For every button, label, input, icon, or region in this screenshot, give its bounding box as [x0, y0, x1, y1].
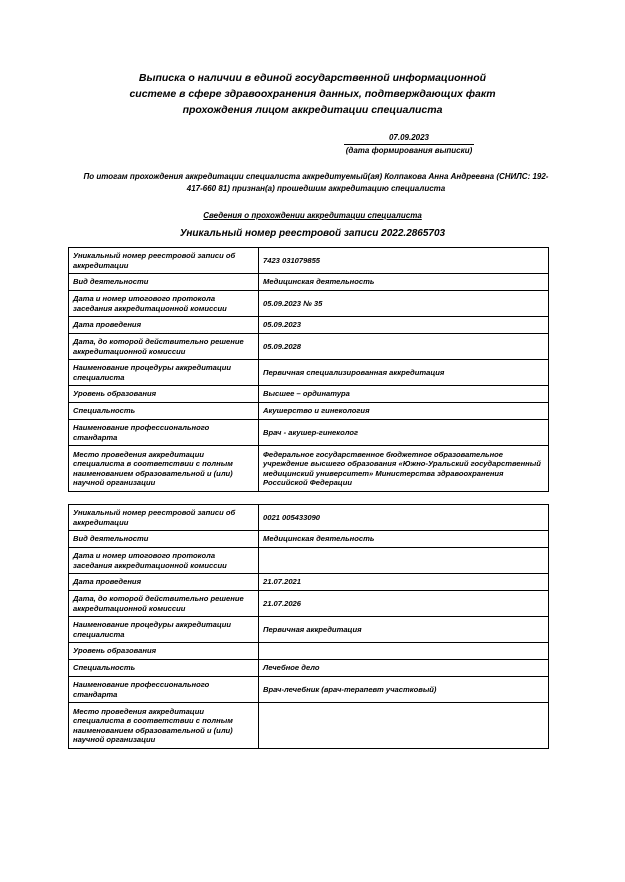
row-value: Первичная специализированная аккредитация	[259, 360, 549, 386]
row-value: Медицинская деятельность	[259, 531, 549, 548]
row-label: Уровень образования	[69, 386, 259, 403]
row-label: Наименование процедуры аккредитации специалиста	[69, 617, 259, 643]
table-row	[69, 703, 549, 749]
row-label: Место проведения аккредитации специалиста в соответствии с полным наименованием образовательной и (или) научной организации	[69, 446, 259, 492]
row-label: Дата, до которой действительно решение аккредитационной комиссии	[69, 334, 259, 360]
row-label: Дата и номер итогового протокола заседания аккредитационной комиссии	[69, 548, 259, 574]
title-line: прохождения лицом аккредитации специалиста	[182, 104, 443, 116]
row-label: Наименование профессионального стандарта	[69, 420, 259, 446]
row-value: Врач - акушер-гинеколог	[259, 420, 549, 446]
table-row	[69, 291, 549, 317]
table-row	[69, 446, 549, 492]
row-label: Дата и номер итогового протокола заседания аккредитационной комиссии	[69, 291, 259, 317]
registry-title: Уникальный номер реестровой записи 2022.2865703	[179, 228, 446, 239]
table-row	[69, 617, 549, 643]
row-value: 21.07.2021	[259, 574, 549, 591]
row-label: Вид деятельности	[69, 531, 259, 548]
table-row	[69, 386, 549, 403]
title-line: системе в сфере здравоохранения данных, подтверждающих факт	[129, 88, 496, 100]
row-label: Уровень образования	[69, 643, 259, 660]
table-row	[69, 334, 549, 360]
accreditation-table-1	[68, 247, 549, 492]
table-row	[69, 660, 549, 677]
table-row	[69, 248, 549, 274]
table-row	[69, 677, 549, 703]
row-value: Высшее – ординатура	[259, 386, 549, 403]
intro-line: 417-660 81) признан(а) прошедшим аккредитацию специалиста	[186, 184, 446, 193]
table-row	[69, 274, 549, 291]
date-block	[344, 133, 474, 156]
row-label: Дата проведения	[69, 317, 259, 334]
row-value	[259, 548, 549, 574]
row-value: Акушерство и гинекология	[259, 403, 549, 420]
row-value: 7423 031079855	[259, 248, 549, 274]
row-label: Вид деятельности	[69, 274, 259, 291]
row-label: Дата, до которой действительно решение аккредитационной комиссии	[69, 591, 259, 617]
row-value	[259, 643, 549, 660]
row-value: Первичная аккредитация	[259, 617, 549, 643]
row-value	[259, 703, 549, 749]
row-value: Медицинская деятельность	[259, 274, 549, 291]
row-label: Место проведения аккредитации специалиста в соответствии с полным наименованием образовательной и (или) научной организации	[69, 703, 259, 749]
row-label: Наименование профессионального стандарта	[69, 677, 259, 703]
row-label: Специальность	[69, 660, 259, 677]
intro-paragraph	[66, 171, 566, 195]
row-label: Уникальный номер реестровой записи об аккредитации	[69, 248, 259, 274]
table-row	[69, 317, 549, 334]
document-title	[0, 70, 625, 118]
table-row	[69, 360, 549, 386]
row-value: Врач-лечебник (врач-терапевт участковый)	[259, 677, 549, 703]
row-value: Лечебное дело	[259, 660, 549, 677]
table-row	[69, 505, 549, 531]
row-value: 21.07.2026	[259, 591, 549, 617]
table-row	[69, 403, 549, 420]
table-row	[69, 420, 549, 446]
row-label: Дата проведения	[69, 574, 259, 591]
row-label: Наименование процедуры аккредитации специалиста	[69, 360, 259, 386]
row-value: 0021 005433090	[259, 505, 549, 531]
row-value: 05.09.2028	[259, 334, 549, 360]
row-label: Уникальный номер реестровой записи об аккредитации	[69, 505, 259, 531]
issue-date-caption: (дата формирования выписки)	[345, 146, 473, 155]
table-row	[69, 591, 549, 617]
intro-line: По итогам прохождения аккредитации специалиста аккредитуемый(ая) Колпакова Анна Андреевна (СНИЛС: 192-	[83, 172, 549, 181]
table-row	[69, 548, 549, 574]
row-value: 05.09.2023	[259, 317, 549, 334]
section-title: Сведения о прохождении аккредитации специалиста	[203, 211, 422, 220]
row-value: Федеральное государственное бюджетное образовательное учреждение высшего образования «Южно-Уральский государственный медицинский университет» Министерства здравоохранения Российской Федерации	[259, 446, 549, 492]
issue-date: 07.09.2023	[344, 133, 474, 145]
accreditation-table-2	[68, 504, 549, 749]
title-line: Выписка о наличии в единой государственной информационной	[138, 72, 487, 84]
table-row	[69, 531, 549, 548]
row-value: 05.09.2023 № 35	[259, 291, 549, 317]
table-row	[69, 643, 549, 660]
row-label: Специальность	[69, 403, 259, 420]
table-row	[69, 574, 549, 591]
